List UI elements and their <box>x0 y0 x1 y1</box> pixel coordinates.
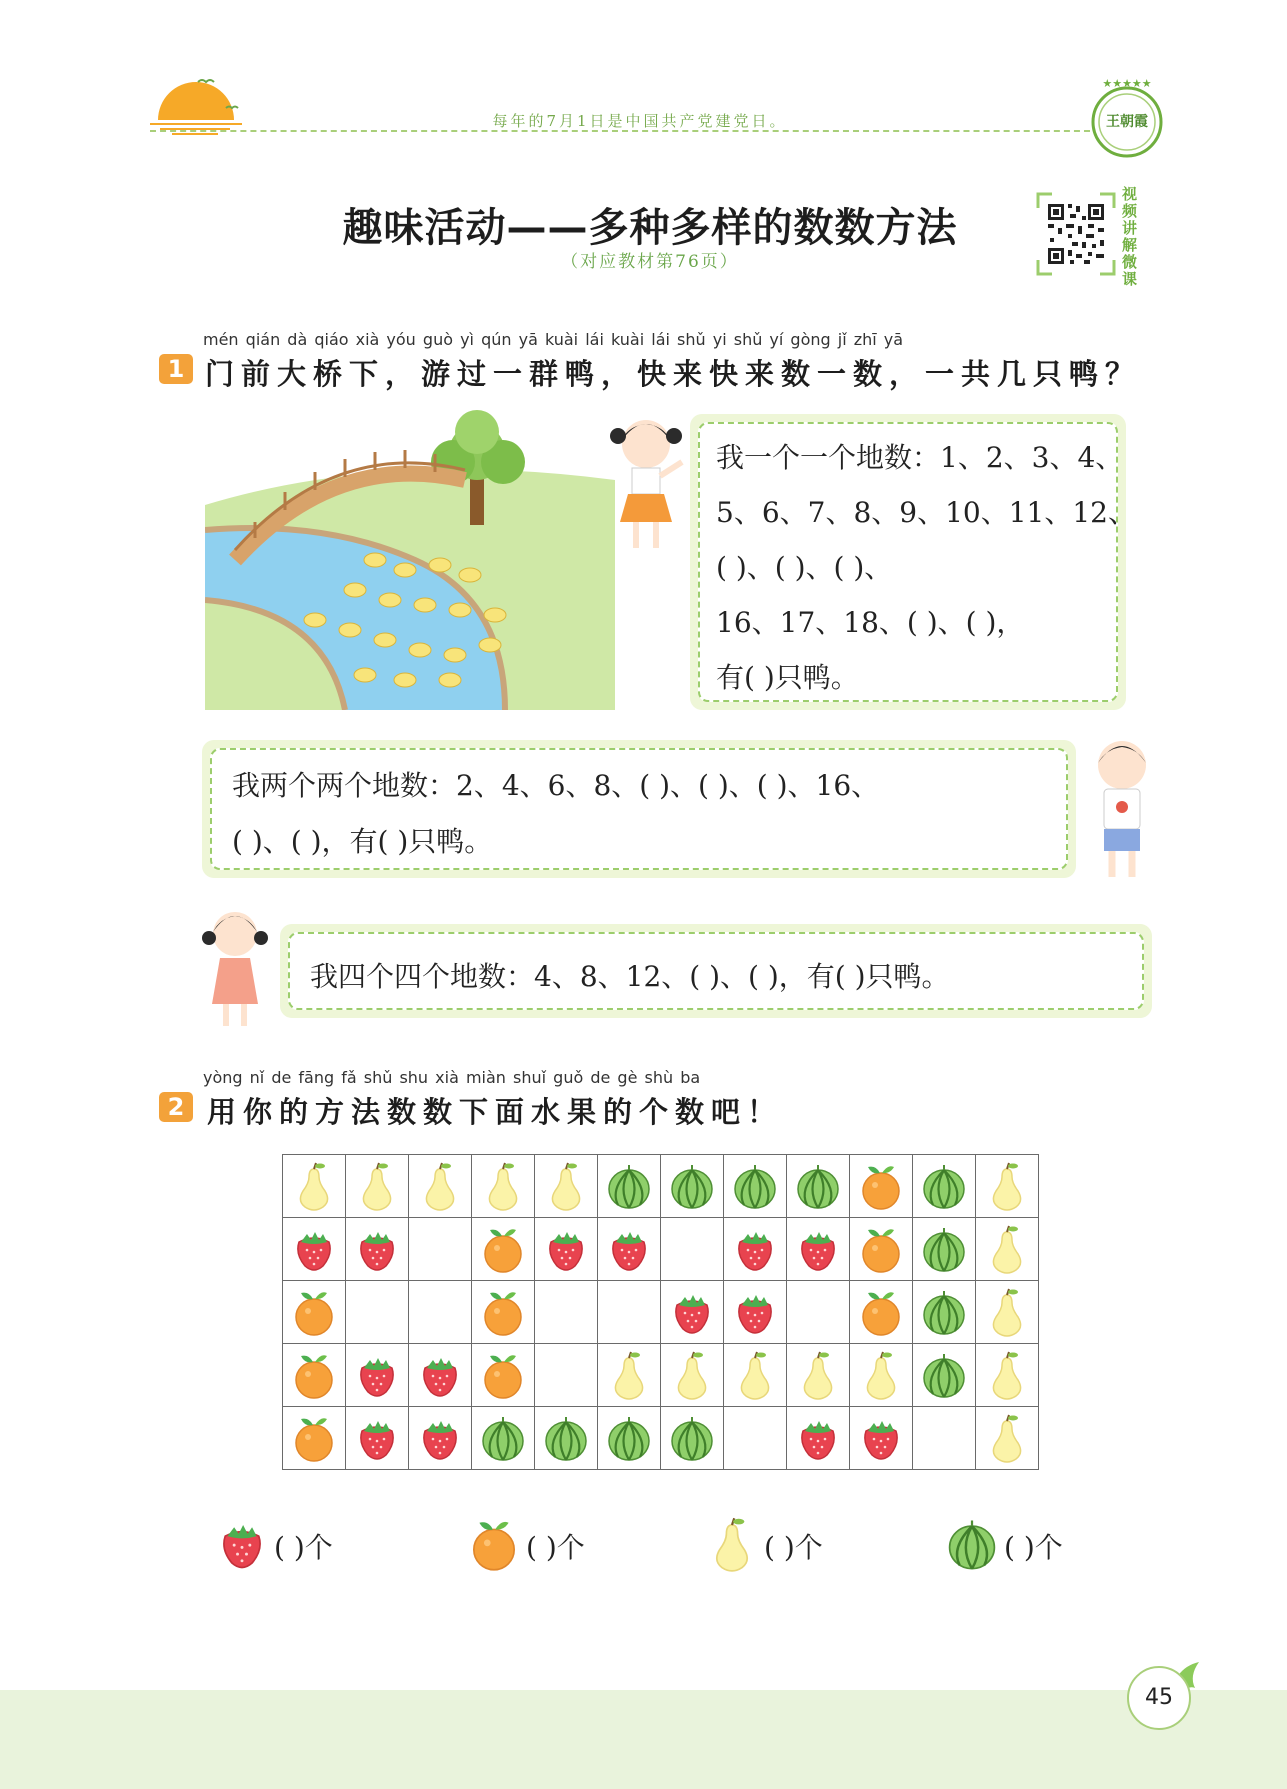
fruit-grid-row <box>283 1281 1039 1344</box>
fruit-grid-cell <box>976 1407 1039 1470</box>
pear-icon <box>289 1161 339 1211</box>
watermelon-icon <box>919 1350 969 1400</box>
fruit-grid-cell <box>976 1218 1039 1281</box>
fruit-grid-cell <box>472 1155 535 1218</box>
box1-line-3[interactable]: ( )、( )、( )、 <box>716 551 893 584</box>
girl-character-2-illustration <box>200 904 270 1034</box>
fruit-grid-cell <box>661 1407 724 1470</box>
q2-number: 2 <box>159 1092 193 1122</box>
fruit-grid-cell <box>409 1344 472 1407</box>
fruit-grid-cell <box>976 1344 1039 1407</box>
fruit-grid-cell <box>598 1407 661 1470</box>
fruit-grid-cell <box>850 1218 913 1281</box>
fruit-grid-cell <box>787 1155 850 1218</box>
watermelon-icon <box>730 1161 780 1211</box>
fruit-grid-cell <box>787 1218 850 1281</box>
fruit-grid-cell <box>661 1218 724 1281</box>
fruit-grid-cell <box>346 1155 409 1218</box>
watermelon-icon <box>604 1413 654 1463</box>
box1-line-2: 5、6、7、8、9、10、11、12、 <box>716 496 1136 529</box>
fruit-grid-row <box>283 1407 1039 1470</box>
video-lesson-label: 视频讲解微课 <box>1122 185 1138 288</box>
q1-text: 门前大桥下，游过一群鸭，快来快来数一数，一共几只鸭？ <box>205 357 1142 391</box>
bridge-ducks-illustration <box>205 410 615 710</box>
strawberry-icon <box>604 1224 654 1274</box>
q2-text: 用你的方法数数下面水果的个数吧！ <box>207 1095 784 1129</box>
fruit-grid-cell <box>535 1155 598 1218</box>
fruit-grid-cell <box>535 1344 598 1407</box>
fruit-grid-cell <box>850 1155 913 1218</box>
pear-icon <box>604 1350 654 1400</box>
orange-answer-icon <box>466 1516 522 1576</box>
watermelon-icon <box>919 1161 969 1211</box>
watermelon-icon <box>793 1161 843 1211</box>
fruit-grid-cell <box>409 1218 472 1281</box>
watermelon-icon <box>667 1413 717 1463</box>
pear-answer-icon <box>704 1516 760 1576</box>
fruit-grid-cell <box>409 1155 472 1218</box>
orange-icon <box>478 1287 528 1337</box>
strawberry-icon <box>541 1224 591 1274</box>
strawberry-icon <box>730 1224 780 1274</box>
strawberry-icon <box>856 1413 906 1463</box>
fruit-grid-cell <box>346 1281 409 1344</box>
orange-icon <box>289 1287 339 1337</box>
orange-icon <box>856 1224 906 1274</box>
fruit-grid-cell <box>409 1407 472 1470</box>
pear-icon <box>982 1224 1032 1274</box>
q2-pinyin: yòng nǐ de fāng fǎ shǔ shu xià miàn shuǐ guǒ de gè shù ba <box>203 1068 701 1087</box>
fruit-grid-cell <box>472 1407 535 1470</box>
fruit-grid-cell <box>913 1155 976 1218</box>
pear-icon <box>667 1350 717 1400</box>
pear-icon <box>982 1287 1032 1337</box>
page-subtitle: （对应教材第76页） <box>561 252 739 272</box>
fruit-grid-cell <box>598 1218 661 1281</box>
fruit-grid-cell <box>913 1281 976 1344</box>
fruit-grid-cell <box>346 1344 409 1407</box>
watermelon-icon <box>919 1287 969 1337</box>
fruit-grid-cell <box>787 1281 850 1344</box>
fruit-grid-cell <box>346 1407 409 1470</box>
watermelon-icon <box>604 1161 654 1211</box>
fruit-grid-cell <box>535 1281 598 1344</box>
pear-icon <box>982 1161 1032 1211</box>
orange-icon <box>289 1413 339 1463</box>
fruit-grid-cell <box>472 1281 535 1344</box>
fruit-grid-cell <box>913 1407 976 1470</box>
pear-icon <box>982 1413 1032 1463</box>
fruit-grid-cell <box>787 1344 850 1407</box>
box2-line-2[interactable]: ( )、( )，有( )只鸭。 <box>232 825 493 858</box>
header-note: 每年的7月1日是中国共产党建党日。 <box>492 112 788 130</box>
watermelon-icon <box>667 1161 717 1211</box>
strawberry-answer-icon <box>214 1516 270 1576</box>
fruit-grid-cell <box>283 1155 346 1218</box>
fruit-grid-cell <box>472 1218 535 1281</box>
fruit-grid-cell <box>598 1344 661 1407</box>
pear-icon <box>541 1161 591 1211</box>
watermelon-icon <box>478 1413 528 1463</box>
fruit-grid-cell <box>283 1218 346 1281</box>
pear-icon <box>730 1350 780 1400</box>
fruit-grid-cell <box>598 1155 661 1218</box>
box1-line-1: 我一个一个地数：1、2、3、4、 <box>716 441 1124 474</box>
orange-icon <box>289 1350 339 1400</box>
pear-icon <box>793 1350 843 1400</box>
fruit-grid <box>282 1154 1039 1470</box>
fruit-grid-cell <box>850 1281 913 1344</box>
fruit-grid-cell <box>283 1407 346 1470</box>
watermelon-icon <box>541 1413 591 1463</box>
fruit-grid-cell <box>283 1281 346 1344</box>
orange-icon <box>466 1516 522 1572</box>
fruit-grid-cell <box>535 1218 598 1281</box>
orange-icon <box>478 1350 528 1400</box>
orange-icon <box>856 1287 906 1337</box>
strawberry-icon <box>793 1224 843 1274</box>
watermelon-icon <box>919 1224 969 1274</box>
boy-character-illustration <box>1088 735 1156 885</box>
fruit-grid-cell <box>472 1344 535 1407</box>
pear-icon <box>352 1161 402 1211</box>
strawberry-icon <box>793 1413 843 1463</box>
brand-logo-text: 王朝霞 <box>1106 114 1148 130</box>
orange-icon <box>856 1161 906 1211</box>
box2-line-1[interactable]: 我两个两个地数：2、4、6、8、( )、( )、( )、16、 <box>232 769 880 802</box>
pear-icon <box>704 1516 760 1572</box>
pear-count-blank[interactable]: ( )个 <box>764 1531 823 1564</box>
fruit-grid-cell <box>787 1407 850 1470</box>
fruit-grid-cell <box>724 1407 787 1470</box>
pear-icon <box>478 1161 528 1211</box>
strawberry-icon <box>415 1413 465 1463</box>
footer-band <box>0 1690 1287 1789</box>
qr-code-icon[interactable] <box>1036 192 1116 276</box>
strawberry-icon <box>730 1287 780 1337</box>
orange-icon <box>478 1224 528 1274</box>
fruit-grid-cell <box>724 1281 787 1344</box>
fruit-grid-cell <box>283 1344 346 1407</box>
fruit-grid-cell <box>661 1155 724 1218</box>
fruit-grid-cell <box>661 1281 724 1344</box>
strawberry-icon <box>667 1287 717 1337</box>
fruit-grid-row <box>283 1218 1039 1281</box>
fruit-grid-cell <box>724 1344 787 1407</box>
box1-line-4[interactable]: 16、17、18、( )、( )， <box>716 606 1025 639</box>
fruit-grid-cell <box>913 1344 976 1407</box>
svg-text:★★★★★: ★★★★★ <box>1102 78 1152 90</box>
strawberry-icon <box>214 1516 270 1572</box>
strawberry-icon <box>352 1224 402 1274</box>
fruit-grid-cell <box>661 1344 724 1407</box>
sun-logo-icon <box>150 68 242 136</box>
box1-line-5[interactable]: 有( )只鸭。 <box>716 661 859 694</box>
page-number: 45 <box>1127 1666 1191 1730</box>
pear-icon <box>982 1350 1032 1400</box>
fruit-grid-row <box>283 1155 1039 1218</box>
pear-icon <box>856 1350 906 1400</box>
q1-pinyin: mén qián dà qiáo xià yóu guò yì qún yā kuài lái kuài lái shǔ yi shǔ yí gòng jǐ zhī yā <box>203 330 904 349</box>
box3-line[interactable]: 我四个四个地数：4、8、12、( )、( )，有( )只鸭。 <box>310 960 950 993</box>
fruit-grid-cell <box>724 1218 787 1281</box>
fruit-grid-cell <box>976 1281 1039 1344</box>
fruit-grid-cell <box>850 1344 913 1407</box>
watermelon-answer-icon <box>944 1516 1000 1576</box>
fruit-grid-cell <box>535 1407 598 1470</box>
strawberry-icon <box>352 1350 402 1400</box>
strawberry-icon <box>352 1413 402 1463</box>
fruit-grid-cell <box>409 1281 472 1344</box>
page-title: 趣味活动——多种多样的数数方法 <box>342 205 958 251</box>
fruit-grid-cell <box>724 1155 787 1218</box>
watermelon-count-blank[interactable]: ( )个 <box>1004 1531 1063 1564</box>
pear-icon <box>415 1161 465 1211</box>
fruit-grid-cell <box>976 1155 1039 1218</box>
strawberry-icon <box>415 1350 465 1400</box>
watermelon-icon <box>944 1516 1000 1572</box>
fruit-grid-row <box>283 1344 1039 1407</box>
strawberry-count-blank[interactable]: ( )个 <box>274 1531 333 1564</box>
strawberry-icon <box>289 1224 339 1274</box>
fruit-grid-cell <box>346 1218 409 1281</box>
q1-number: 1 <box>159 354 193 384</box>
fruit-grid-cell <box>913 1218 976 1281</box>
orange-count-blank[interactable]: ( )个 <box>526 1531 585 1564</box>
fruit-grid-cell <box>850 1407 913 1470</box>
girl-character-illustration <box>606 410 692 560</box>
fruit-grid-cell <box>598 1281 661 1344</box>
